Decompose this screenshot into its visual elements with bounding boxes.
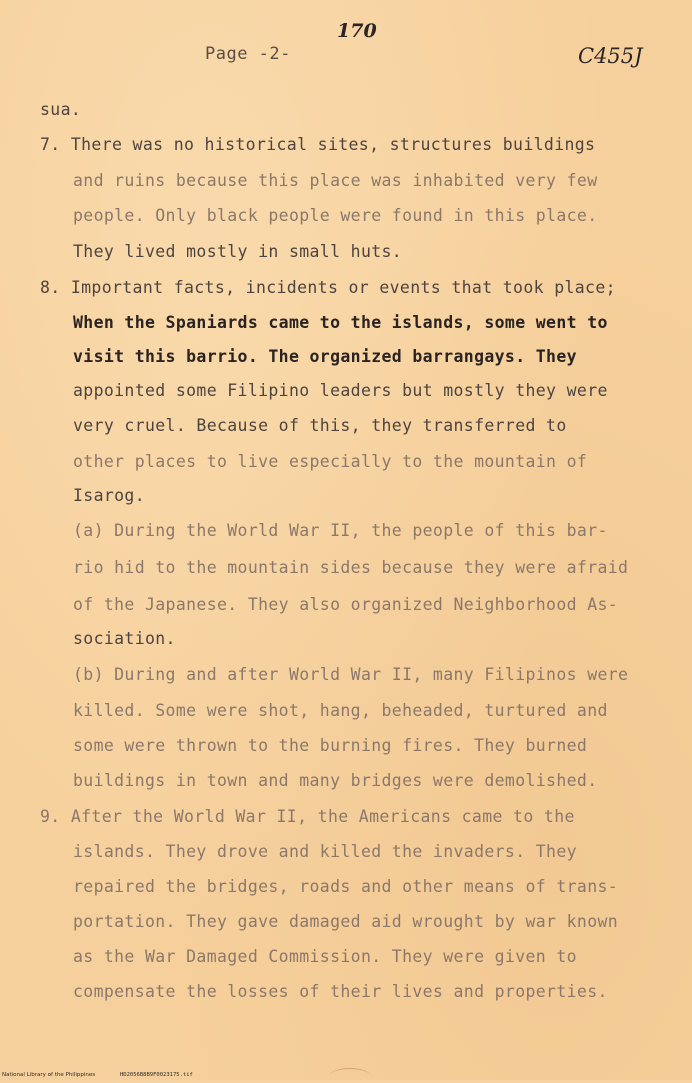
text-line: appointed some Filipino leaders but mostly they were xyxy=(73,381,608,400)
text-line: 7. There was no historical sites, structures buildings xyxy=(40,135,596,154)
text-line: sociation. xyxy=(73,629,176,648)
text-line: of the Japanese. They also organized Neighborhood As- xyxy=(73,595,619,614)
text-line: buildings in town and many bridges were demolished. xyxy=(73,771,598,790)
text-line: Isarog. xyxy=(73,486,145,505)
file-id-footer: HD2056B8B9F0023175.tif xyxy=(120,1072,193,1078)
text-line: They lived mostly in small huts. xyxy=(73,242,403,261)
text-line: portation. They gave damaged aid wrought by war known xyxy=(73,912,619,931)
text-line: sua. xyxy=(40,100,82,119)
text-line: 8. Important facts, incidents or events that took place; xyxy=(40,278,616,297)
text-line: rio hid to the mountain sides because they were afraid xyxy=(73,558,629,577)
text-line: and ruins because this place was inhabited very few xyxy=(73,171,598,190)
text-line: visit this barrio. The organized barrangays. They xyxy=(73,347,577,366)
text-line: (b) During and after World War II, many Filipinos were xyxy=(73,665,629,684)
archive-footer: National Library of the Philippines xyxy=(2,1072,96,1078)
handwritten-page-number: 170 xyxy=(337,20,377,42)
text-line: very cruel. Because of this, they transferred to xyxy=(73,416,567,435)
handwritten-catalog-code: C455J xyxy=(578,44,643,68)
text-line: some were thrown to the burning fires. They burned xyxy=(73,736,588,755)
text-line: as the War Damaged Commission. They were given to xyxy=(73,947,577,966)
text-line: islands. They drove and killed the invaders. They xyxy=(73,842,577,861)
text-line: compensate the losses of their lives and properties. xyxy=(73,982,608,1001)
text-line: people. Only black people were found in this place. xyxy=(73,206,598,225)
text-line: other places to live especially to the mountain of xyxy=(73,452,588,471)
text-line: killed. Some were shot, hang, beheaded, turtured and xyxy=(73,701,608,720)
page-number-label: Page -2- xyxy=(205,44,291,64)
text-line: repaired the bridges, roads and other means of trans- xyxy=(73,877,619,896)
page-tab-mark xyxy=(330,1068,370,1083)
text-line: (a) During the World War II, the people of this bar- xyxy=(73,521,608,540)
text-line: 9. After the World War II, the Americans came to the xyxy=(40,807,575,826)
text-line: When the Spaniards came to the islands, some went to xyxy=(73,313,608,332)
